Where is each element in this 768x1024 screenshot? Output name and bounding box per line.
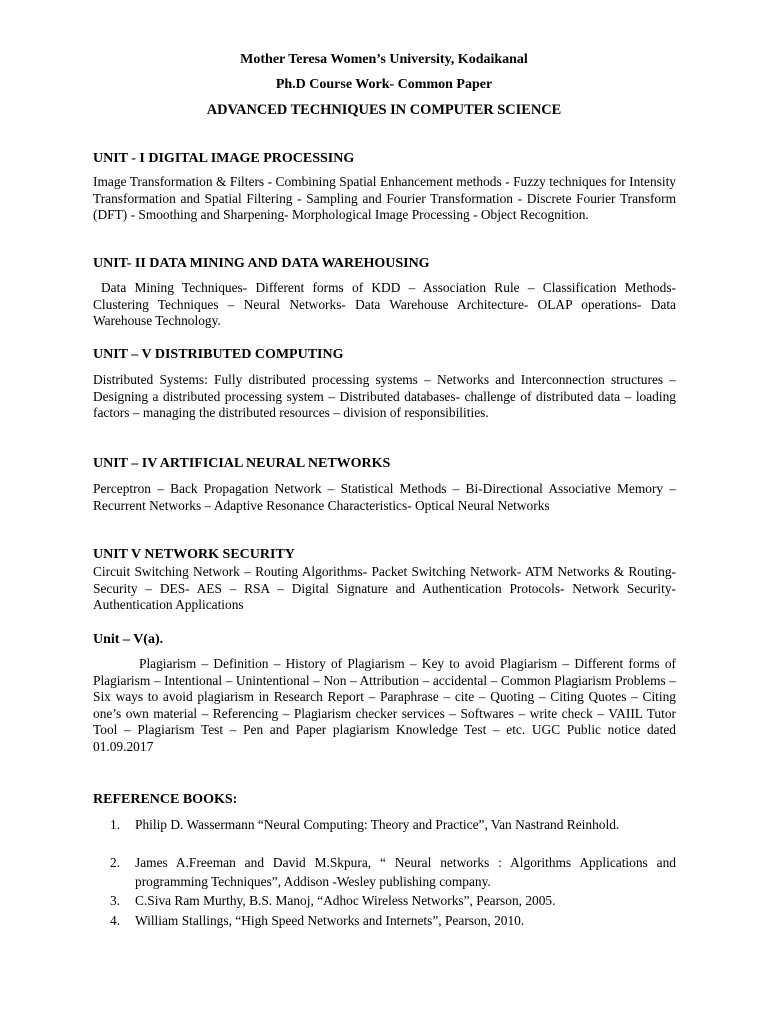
unit-4-body: Perceptron – Back Propagation Network – Statistical Methods – Bi-Directional Associative Memory – Recurrent Networks – Adaptive Resonance Characteristics- Optical Neural Networks xyxy=(93,481,676,513)
reference-number: 4. xyxy=(110,913,121,928)
reference-number: 2. xyxy=(110,855,121,870)
unit-5-body: Circuit Switching Network – Routing Algorithms- Packet Switching Network- ATM Networks & Routing- Security – DES- AES – RSA – Digital Signature and Authentication Protocols- Network Security- Authentication Applications xyxy=(93,564,676,613)
unit-4-heading: UNIT – IV ARTIFICIAL NEURAL NETWORKS xyxy=(93,456,391,471)
reference-item xyxy=(110,853,676,891)
reference-text: William Stallings, “High Speed Networks and Internets”, Pearson, 2010. xyxy=(135,913,525,928)
unit-1-body: Image Transformation & Filters - Combining Spatial Enhancement methods - Fuzzy techniques for Intensity Transformation and Spatial Filtering - Sampling and Fourier Transformation - Discrete Fourier Transform (DFT) - Smoothing and Sharpening- Morphological Image Processing - Object Recognition. xyxy=(93,174,676,223)
reference-text: Philip D. Wassermann “Neural Computing: Theory and Practice”, Van Nastrand Reinhold. xyxy=(135,817,620,832)
unit-2-body: Data Mining Techniques- Different forms of KDD – Association Rule – Classification Methods- Clustering Techniques – Neural Networks- Data Warehouse Architecture- OLAP operations- Data Warehouse Technology. xyxy=(93,280,676,329)
unit-2-heading: UNIT- II DATA MINING AND DATA WAREHOUSING xyxy=(93,256,430,271)
unit-3-body: Distributed Systems: Fully distributed processing systems – Networks and Interconnection structures – Designing a distributed processing system – Distributed databases- challenge of distributed data – loading factors – managing the distributed resources – division of responsibilities. xyxy=(93,372,676,421)
university-name: Mother Teresa Women’s University, Kodaikanal xyxy=(240,52,528,67)
course-title: Ph.D Course Work- Common Paper xyxy=(275,77,493,92)
reference-item xyxy=(110,815,676,834)
unit-1-heading: UNIT - I DIGITAL IMAGE PROCESSING xyxy=(93,151,355,166)
reference-text: James A.Freeman and David M.Skpura, “ Neural networks : Algorithms Applications and programming Techniques”, Addison -Wesley publishing company. xyxy=(135,855,676,889)
reference-item xyxy=(110,911,676,930)
paper-title: ADVANCED TECHNIQUES IN COMPUTER SCIENCE xyxy=(206,102,562,118)
reference-item xyxy=(110,891,676,910)
unit-3-heading: UNIT – V DISTRIBUTED COMPUTING xyxy=(93,347,344,362)
unit-5a-heading: Unit – V(a). xyxy=(93,632,164,647)
reference-number: 1. xyxy=(110,817,121,832)
references-heading: REFERENCE BOOKS: xyxy=(93,792,238,807)
reference-text: C.Siva Ram Murthy, B.S. Manoj, “Adhoc Wireless Networks”, Pearson, 2005. xyxy=(135,893,556,908)
unit-5a-body: Plagiarism – Definition – History of Plagiarism – Key to avoid Plagiarism – Different forms of Plagiarism – Intentional – Unintentional – Non – Attribution – accidental – Common Plagiarism Problems – Six ways to avoid plagiarism in Research Report – Paraphrase – cite – Quoting – Citing Quotes – Citing one’s own material – Referencing – Plagiarism checker services – Softwares – write check – VAIIL Tutor Tool – Plagiarism Test – Pen and Paper plagiarism Knowledge Test – etc. UGC Public notice dated 01.09.2017 xyxy=(93,656,676,754)
reference-number: 3. xyxy=(110,893,121,908)
unit-5-heading: UNIT V NETWORK SECURITY xyxy=(93,547,295,562)
